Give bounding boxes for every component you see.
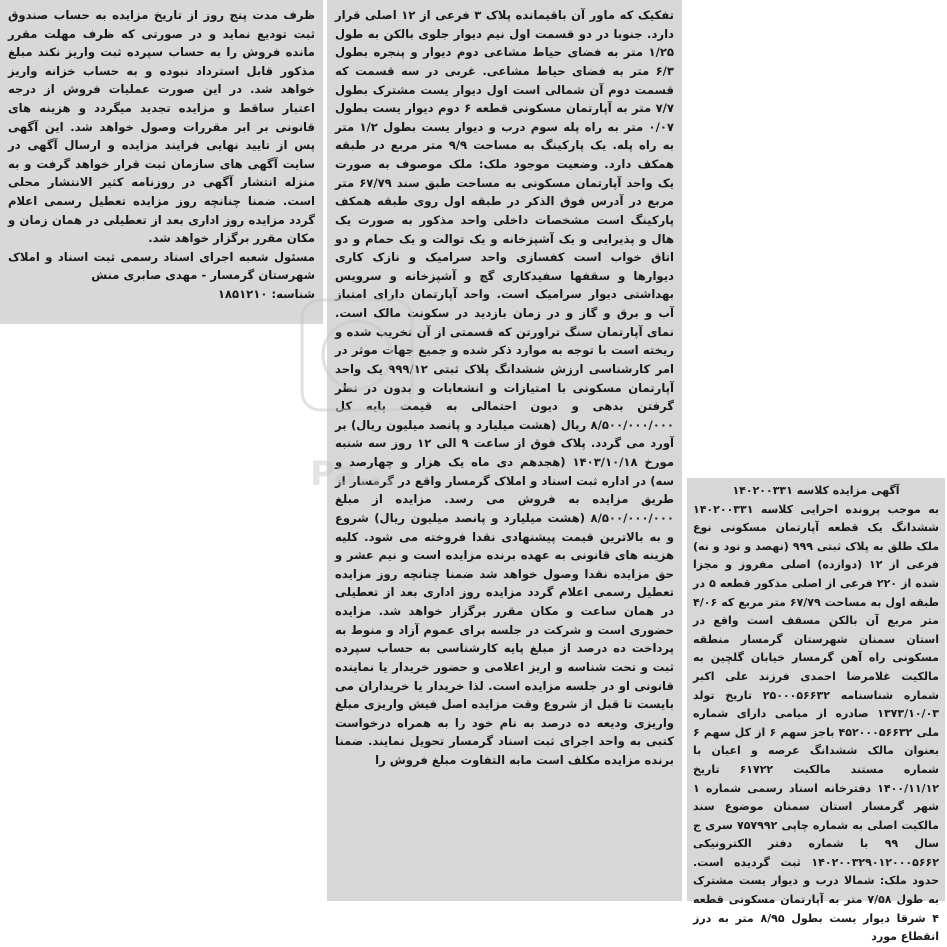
property-description-paragraph: تفکیک که ماور آن باقیمانده پلاک ۳ فرعی از ۱۲ اصلی قرار دارد. جنوبا در دو قسمت اول نیم دیوار جلوی بالکن به طول ۱/۲۵ متر به فضای حیاط مشاعی دوم دیوار و پنجره بطول ۶/۳ متر به فضای حیاط مشاعی. غربی در سه قسمت که قسمت دوم آن شمالی است اول دیوار یست مشترک بطول ۷/۷ متر به آپارتمان مسکونی قطعه ۶ دوم دیوار یست بطول ۰/۰۷ متر به راه پله سوم درب و دیوار یست بطول ۱/۲ متر به راه پله. یک پارکینگ به مساحت ۹/۹ متر مربع در طبقه همکف دارد. وضعیت موجود ملک: ملک موصوف به صورت یک واحد آپارتمان مسکونی به مساحت طبق سند ۶۷/۷۹ متر مربع در آدرس فوق الذکر در طبقه اول روی طبقه همکف پارکینگ است مشخصات داخلی واحد مذکور به صورت یک هال و پذیرایی و یک آشپزخانه و یک توالت و یک حمام و دو اتاق خواب است کفسازی واحد سرامیک و نازک کاری دیوارها و سقفها سفیدکاری گچ و آشپزخانه و سرویس بهداشتی دیوار سرامیک است. واحد آپارتمان دارای امتیاز آب و برق و گاز و در زمان بازدید در سکونت مالک است. نمای آپارتمان سنگ تراورتن که قسمتی از آن تخریب شده و ریخته است با توجه به موارد ذکر شده و جمیع جهات موثر در امر کارشناسی ارزش ششدانگ پلاک ثبتی ۹۹۹/۱۲ یک واحد آپارتمان مسکونی با امتیازات و انشعابات و بدون در نظر گرفتن بدهی و دیون احتمالی به قیمت پایه کل ۸/۵۰۰/۰۰۰/۰۰۰ ریال (هشت میلیارد و پانصد میلیون ریال) بر آورد می گردد. پلاک فوق از ساعت ۹ الی ۱۲ روز سه شنبه مورخ ۱۴۰۳/۱۰/۱۸ (هجدهم دی ماه یک هزار و چهارصد و سه) در اداره ثبت اسناد و املاک گرمسار واقع در گرمسار از طریق مزایده به فروش می رسد. مزایده از مبلغ ۸/۵۰۰/۰۰۰/۰۰۰ (هشت میلیارد و پانصد میلیون ریال) شروع و به بالاترین قیمت پیشنهادی نقدا فروخته می شود. کلیه هزینه های قانونی به عهده برنده مزایده است و نیم عشر و حق مزایده نقدا وصول خواهد شد ضمنا چنانچه روز مزایده تعطیل رسمی اعلام گردد مزایده روز اداری بعد از تعطیلی در همان ساعت و مکان مقرر برگزار خواهد شد. مزایده حضوری است و شرکت در جلسه برای عموم آزاد و منوط به پرداخت ده درصد از مبلغ پایه کارشناسی به حساب سپرده ثبت و تحت شناسه و اریز اعلامی و حضور خریدار یا نماینده قانونی او در جلسه مزایده است. لذا خریدار یا خریداران می بایست تا قبل از شروع وقت مزایده اصل فیش واریزی مبلغ واریزی ودیعه ده درصد به نام خود را به همراه درخواست کتبی به واحد اجرای ثبت اسناد گرمسار تحویل نمایند. ضمنا برنده مزایده مکلف است مابه التفاوت مبلغ فروش را	[335, 8, 675, 767]
news-clipping-right	[687, 478, 945, 944]
shenaseh-id: شناسه: ۱۸۵۱۲۱۰	[217, 286, 315, 301]
auction-ad-body: به موجب پرونده اجرایی کلاسه ۱۴۰۲۰۰۳۳۱ ششدانگ یک قطعه آپارتمان مسکونی نوع ملک طلق به پلاک ثبتی ۹۹۹ (نهصد و نود و نه) فرعی از ۱۲ (دوازده) اصلی مفروز و مجزا شده از ۲۲۰ فرعی از اصلی مذکور قطعه ۵ در طبقه اول به مساحت ۶۷/۷۹ متر مربع که ۴/۰۶ متر مربع آن بالکن مسقف است واقع در استان سمنان شهرستان گرمسار منطقه مسکونی راه آهن گرمسار خیابان گلچین به مالکیت غلامرضا احمدی فرزند علی اکبر شماره شناسنامه ۲۵۰۰۰۵۶۶۳۲ تاریخ تولد ۱۳۷۳/۱۰/۰۳ صادره از میامی دارای شماره ملی ۴۵۲۰۰۰۵۶۶۳۲ باجز سهم ۶ از کل سهم ۶ بعنوان مالک ششدانگ عرصه و اعیان با شماره مستند مالکیت ۶۱۷۲۲ تاریخ ۱۴۰۰/۱۱/۱۲ دفترخانه اسناد رسمی شماره ۱ شهر گرمسار استان سمنان موضوع سند مالکیت اصلی به شماره چاپی ۷۵۷۹۹۲ سری ج سال ۹۹ با شماره دفتر الکترونیکی ۱۴۰۲۰۰۳۲۹۰۱۲۰۰۰۵۶۶۲ ثبت گردیده است. حدود ملک: شمالا درب و دیوار یست مشترک به طول ۷/۵۸ متر به آپارتمان مسکونی قطعه ۴ شرقا دیوار یست بطول ۸/۹۵ متر به درز انقطاع مورد	[693, 502, 940, 944]
auction-ad-title: آگهی مزایده کلاسه ۱۴۰۲۰۰۳۳۱	[732, 484, 900, 497]
news-clipping-left	[0, 0, 323, 324]
news-clipping-middle	[327, 0, 682, 901]
watermark-wordmark: Pa...	[310, 454, 396, 494]
signature-line: مسئول شعبه اجرای اسناد رسمی ثبت اسناد و املاک شهرستان گرمسار - مهدی صابری منش	[8, 249, 315, 283]
auction-continuation-paragraph: ظرف مدت پنج روز از تاریخ مزایده به حساب صندوق ثبت تودیع نماید و در صورتی که ظرف مهلت مقرر مانده فروش را به حساب سپرده ثبت واریز نکند مبلغ مذکور قابل استرداد نبوده و به حساب خزانه واریز خواهد شد. در این صورت عملیات فروش از درجه اعتبار ساقط و مزایده تجدید میگردد و هزینه های قانونی بر ابر مقررات وصول خواهد شد. این آگهی پس از تایید نهایی فرایند مزایده و ارسال آگهی در سایت آگهی های سازمان ثبت قرار خواهد گرفت و به منزله انتشار آگهی در روزنامه کثیر الانتشار محلی است. ضمنا چنانچه روز مزایده تعطیل رسمی اعلام گردد مزایده روز اداری بعد از تعطیلی در همان زمان و مکان مقرر برگزار خواهد شد.	[8, 8, 315, 246]
